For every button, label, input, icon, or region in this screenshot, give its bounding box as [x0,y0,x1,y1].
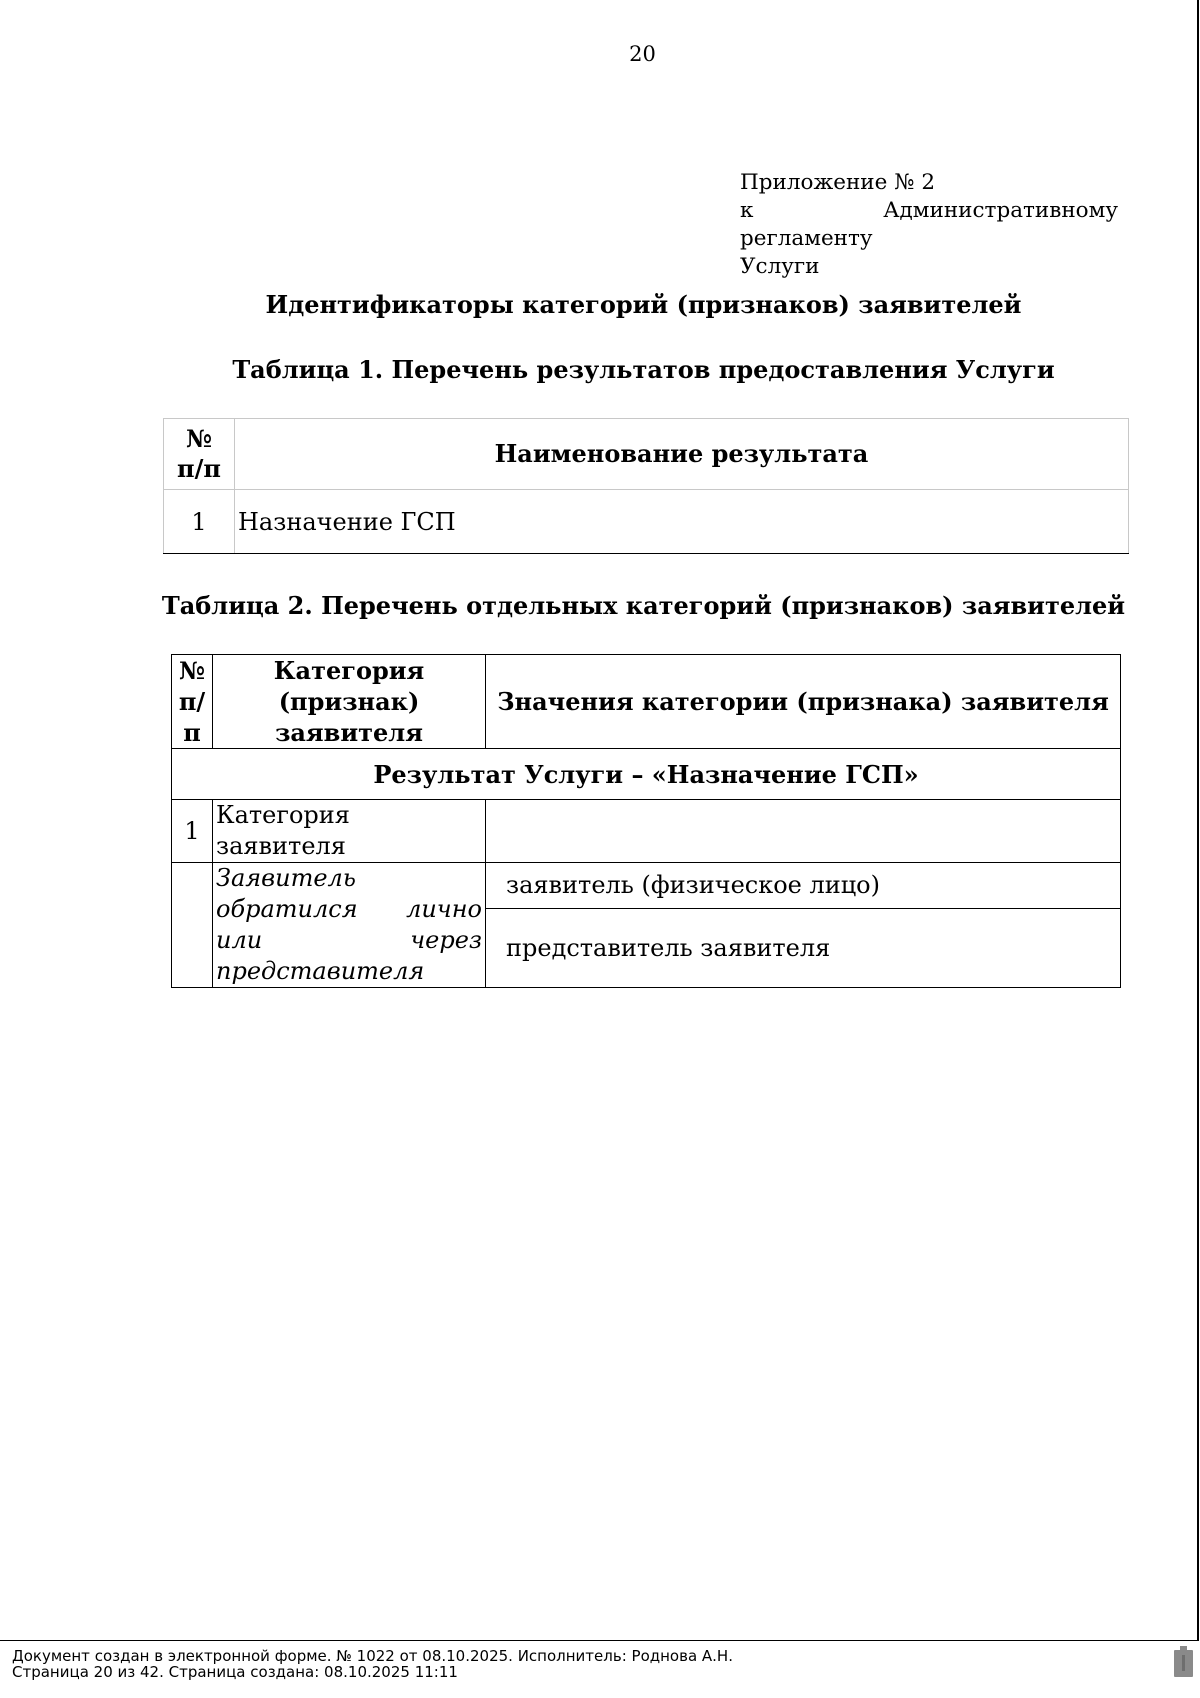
table-row [172,863,1121,909]
table-row [164,490,1129,554]
value-cell: представитель заявителя [486,909,1121,988]
header-name-cell: Наименование результата [235,419,1129,490]
appendix-note [740,169,1118,281]
footer-divider [0,1640,1199,1641]
row-name-cell: Назначение ГСП [235,490,1129,554]
appendix-line-1: Приложение № 2 [740,170,936,195]
row-num-cell: 1 [164,490,235,554]
document-heading: Идентификаторы категорий (признаков) заявителей [265,290,1022,319]
results-table [163,418,1129,554]
footer-note [12,1648,733,1680]
page-right-border [1197,0,1199,1640]
footer-line-2: Страница 20 из 42. Страница создана: 08.10.2025 11:11 [12,1663,458,1681]
table-row [172,800,1121,863]
table2-title: Таблица 2. Перечень отдельных категорий (признаков) заявителей [161,591,1126,620]
header-num-line-2: п/п [178,687,206,747]
header-num-cell [164,419,235,490]
result-row [172,749,1121,800]
header-category-cell [213,655,486,749]
appendix-line-2: к Административному регламенту [740,198,1118,251]
empty-num-cell [172,863,213,988]
result-cell: Результат Услуги – «Назначение ГСП» [172,749,1121,800]
row-category-cell: Категория заявителя [213,800,486,863]
header-num-line-1: № [185,424,213,453]
footer-line-1: Документ создан в электронной форме. № 1022 от 08.10.2025. Исполнитель: Роднова А.Н. [12,1647,733,1665]
row-num-cell: 1 [172,800,213,863]
table1-title: Таблица 1. Перечень результатов предоставления Услуги [232,355,1055,384]
appendix-line-3: Услуги [740,254,820,279]
table-header-row [164,419,1129,490]
sub-category-cell: Заявитель обратился лично или через представителя [213,863,486,988]
header-num-line-2: п/п [177,454,221,483]
header-num-cell [172,655,213,749]
header-num-line-1: № [178,656,206,685]
value-cell: заявитель (физическое лицо) [486,863,1121,909]
page-number: 20 [629,42,656,66]
row-value-cell [486,800,1121,863]
header-values-cell: Значения категории (признака) заявителя [486,655,1121,749]
header-category-line-1: Категория [273,656,425,685]
header-category-line-2: (признак) заявителя [275,687,423,747]
categories-table [171,654,1121,988]
table-header-row [172,655,1121,749]
seal-icon [1172,1645,1195,1678]
